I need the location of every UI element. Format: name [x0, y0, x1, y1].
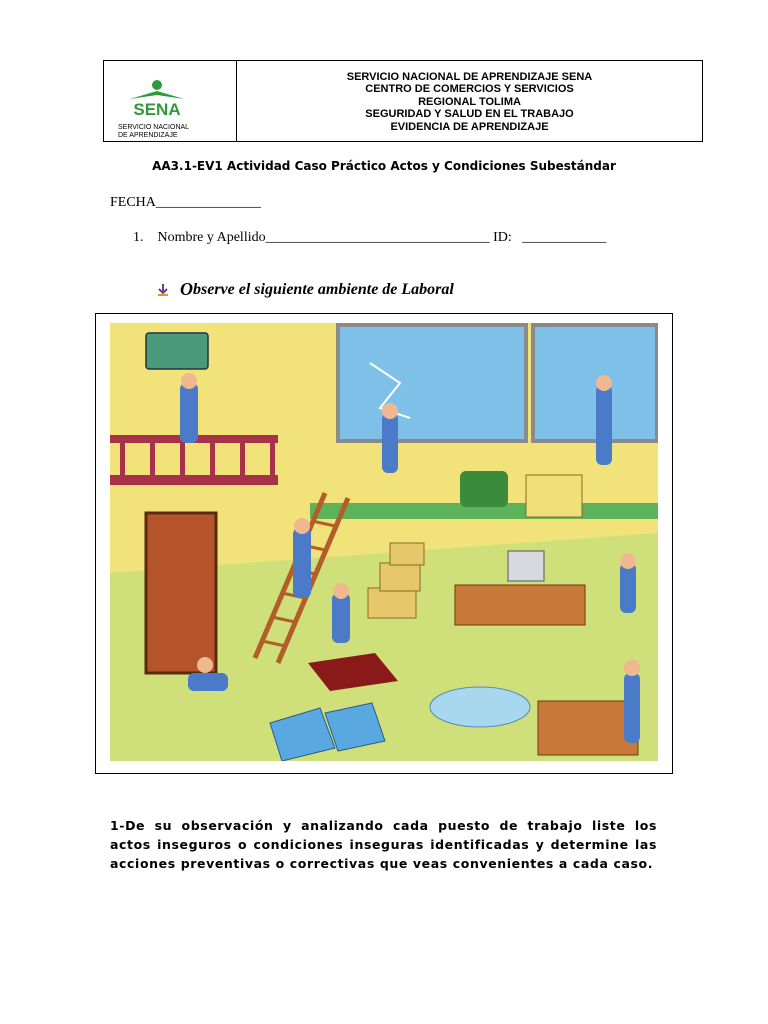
question-text: 1-De su observación y analizando cada puesto de trabajo liste los actos inseguros o condiciones inseguras identificadas y determine las acciones preventivas o correctivas que veas convenientes a cada caso. [110, 818, 657, 871]
electrical-panel [146, 333, 208, 369]
workplace-illustration-frame [95, 313, 673, 774]
header-table [103, 60, 703, 142]
id-label: ID: [493, 230, 512, 245]
logo-cell [104, 61, 237, 141]
desk [455, 585, 585, 625]
observe-first-letter: O [180, 279, 193, 299]
fecha-field[interactable] [110, 195, 261, 211]
logo-caption [118, 124, 218, 140]
logo-caption-line-2: DE APRENDIZAJE [118, 132, 178, 139]
arrow-bullet-icon [156, 283, 170, 297]
broken-window [338, 325, 526, 441]
fecha-blank[interactable]: _______________ [155, 195, 261, 210]
window [533, 325, 657, 441]
sena-logo-icon [122, 79, 192, 121]
door [146, 513, 216, 673]
document-title: AA3.1-EV1 Actividad Caso Práctico Actos y Condiciones Subestándar [152, 159, 616, 173]
observe-heading [156, 279, 454, 300]
header-title-cell [237, 61, 702, 141]
header-line-2: CENTRO DE COMERCIOS Y SERVICIOS [365, 83, 574, 96]
workplace-hazard-illustration [110, 323, 658, 761]
header-line-1: SERVICIO NACIONAL DE APRENDIZAJE SENA [346, 70, 593, 83]
id-blank[interactable]: ____________ [522, 230, 607, 245]
observe-text: bserve el siguiente ambiente de Laboral [193, 280, 454, 298]
box [526, 475, 582, 517]
header-line-5: EVIDENCIA DE APRENDIZAJE [390, 120, 549, 133]
nombre-label: Nombre y Apellido [157, 230, 266, 245]
nombre-field[interactable] [133, 230, 606, 246]
logo-text: SENA [133, 100, 181, 119]
header-line-3: REGIONAL TOLIMA [418, 95, 521, 108]
nombre-number: 1. [133, 230, 144, 245]
nombre-blank[interactable]: ________________________________ [265, 230, 490, 245]
barrel [460, 471, 508, 507]
header-line-4: SEGURIDAD Y SALUD EN EL TRABAJO [365, 108, 574, 121]
water-puddle [430, 687, 530, 727]
logo-caption-line-1: SERVICIO NACIONAL [118, 124, 190, 131]
fecha-label: FECHA [110, 195, 156, 210]
